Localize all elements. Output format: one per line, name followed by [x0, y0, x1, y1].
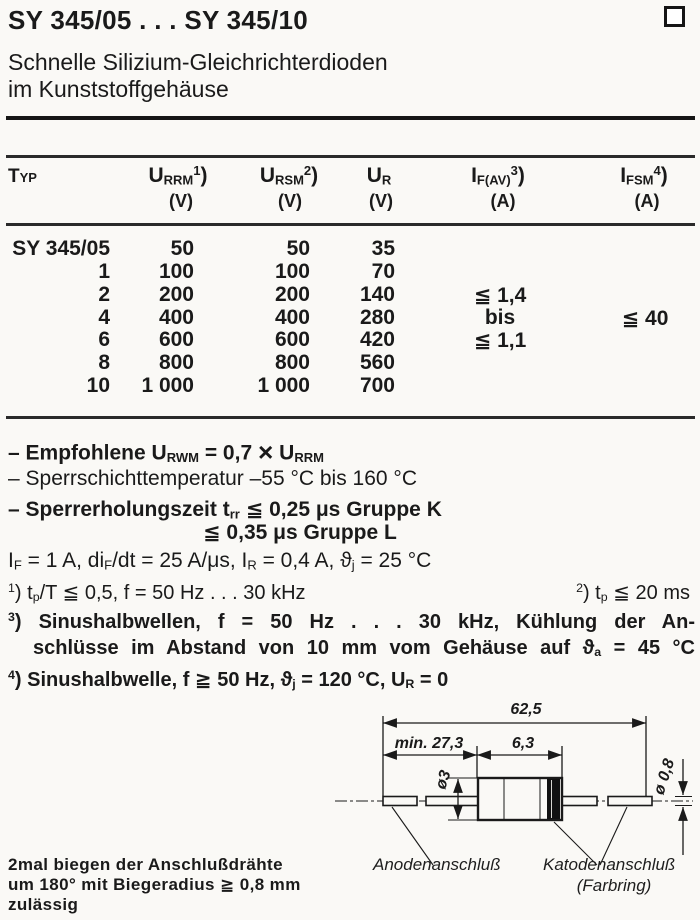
- cell-typ: 8: [98, 351, 110, 374]
- cathode-band: [547, 779, 560, 819]
- cell-ursm: 400: [274, 306, 310, 329]
- package-drawing: [330, 695, 700, 910]
- cell-ursm: 800: [274, 351, 310, 374]
- col-unit-ifsm: (A): [634, 191, 660, 211]
- note-test-conditions: $I_F = 1$ A, $di_F/dt = 25$ A/μs, $I_R = 0,4$ A, $ϑ_j = 25$ °C: [8, 549, 432, 573]
- note-recovery-time-k: – Sperrerholungszeit $t_{rr}$ ≦ 0,25 μs Gruppe K: [8, 498, 442, 522]
- cell-ursm: 1 000: [257, 374, 310, 397]
- footnote-3-line-1: $^3$) Sinushalbwellen, f = 50 Hz . . . 30 kHz, Kühlung der An-: [8, 610, 695, 633]
- cell-ur: 70: [371, 260, 395, 283]
- cell-urrm: 200: [158, 283, 194, 306]
- footnote-4: $^4$) Sinushalbwelle, f ≧ 50 Hz, $ϑ_j = 120$ °C, $U_R = 0$: [8, 668, 449, 692]
- cell-urrm: 600: [158, 328, 194, 351]
- col-unit-ur: (V): [369, 191, 393, 211]
- cell-typ: 2: [98, 283, 110, 306]
- cathode-label-farbring: (Farbring): [576, 876, 652, 895]
- footnote-2: $^2$) $t_p$ ≦ 20 ms: [576, 581, 690, 605]
- cell-ur: 35: [371, 237, 395, 260]
- footnote-1: $^1$) $t_p/T$ ≦ 0,5, f = 50 Hz . . . 30 kHz: [8, 581, 306, 605]
- cell-ifav-min: ≦ 1,1: [473, 329, 527, 352]
- col-header-ur: $U_R$: [366, 164, 392, 188]
- lead-right-outer: [608, 797, 652, 806]
- subtitle-line-1: Schnelle Silizium-Gleichrichterdioden: [8, 49, 388, 75]
- table-top-rule: [6, 155, 695, 158]
- cell-ur: 420: [359, 328, 395, 351]
- subtitle-line-2: im Kunststoffgehäuse: [8, 76, 229, 102]
- bend-note-line-3: zulässig: [8, 895, 79, 914]
- cell-ur: 140: [359, 283, 395, 306]
- page-title: SY 345/05 . . . SY 345/10: [8, 5, 308, 35]
- cell-ifav-max: ≦ 1,4: [473, 284, 527, 307]
- anode-label: Anodenanschluß: [373, 855, 501, 874]
- cell-typ: SY 345/05: [12, 237, 110, 260]
- note-recommended-urwm: – Empfohlene $U_{RWM} = 0,7 \times U_{RRM}$: [8, 437, 324, 467]
- col-header-ursm: $U_{RSM}^2$): [259, 162, 319, 188]
- note-junction-temperature: – Sperrschichttemperatur –55 °C bis 160 °C: [8, 467, 417, 490]
- col-header-typ: Typ: [8, 166, 37, 187]
- col-unit-urrm: (V): [169, 191, 193, 211]
- cell-ursm: 600: [274, 328, 310, 351]
- cell-typ: 4: [98, 306, 110, 329]
- footnote-3-line-2: schlüsse im Abstand von 10 mm vom Gehäuse auf $ϑ_a = 45$ °C: [33, 637, 695, 660]
- dim-diameter-label: ø3: [432, 768, 455, 792]
- bend-note-line-1: 2mal biegen der Anschlußdrähte: [8, 855, 283, 874]
- col-header-ifsm: $I_{FSM}^4$): [620, 162, 668, 188]
- dim-body-label: 6,3: [511, 735, 535, 752]
- lead-left-inner: [426, 797, 478, 806]
- cell-typ: 6: [98, 328, 110, 351]
- cell-urrm: 400: [158, 306, 194, 329]
- cell-urrm: 1 000: [141, 374, 194, 397]
- note-recovery-time-l: ≦ 0,35 μs Gruppe L: [203, 521, 397, 544]
- horizontal-rule-heavy: [6, 116, 695, 120]
- cell-urrm: 800: [158, 351, 194, 374]
- col-header-urrm: $U_{RRM}^1$): [148, 162, 208, 188]
- corner-marker-square: [664, 6, 685, 27]
- cell-typ: 10: [86, 374, 110, 397]
- col-unit-ursm: (V): [278, 191, 302, 211]
- cell-ifsm: ≦ 40: [621, 307, 669, 330]
- bend-note: [8, 855, 301, 915]
- cathode-label: Katodenanschluß: [543, 855, 676, 874]
- page-subtitle: [8, 49, 388, 103]
- dim-total-label: 62,5: [510, 701, 542, 718]
- lead-right-inner: [561, 797, 597, 806]
- cell-urrm: 50: [170, 237, 194, 260]
- cell-urrm: 100: [158, 260, 194, 283]
- cell-ifav-bis: bis: [484, 306, 516, 329]
- cell-ur: 700: [359, 374, 395, 397]
- table-header-rule: [6, 223, 695, 226]
- table-bottom-rule: [6, 416, 695, 419]
- col-header-ifav: $I_{F(AV)}^3$): [471, 162, 525, 188]
- dim-lead-label: min. 27,3: [394, 735, 464, 752]
- cell-ur: 280: [359, 306, 395, 329]
- cell-ur: 560: [359, 351, 395, 374]
- bend-note-line-2: um 180° mit Biegeradius ≧ 0,8 mm: [8, 875, 301, 894]
- cell-typ: 1: [98, 260, 110, 283]
- cell-ursm: 200: [274, 283, 310, 306]
- col-unit-ifav: (A): [490, 191, 516, 211]
- lead-left-outer: [383, 797, 417, 806]
- cell-ursm: 100: [274, 260, 310, 283]
- cell-ursm: 50: [286, 237, 310, 260]
- dim-wire-label: ø 0,8: [650, 756, 679, 797]
